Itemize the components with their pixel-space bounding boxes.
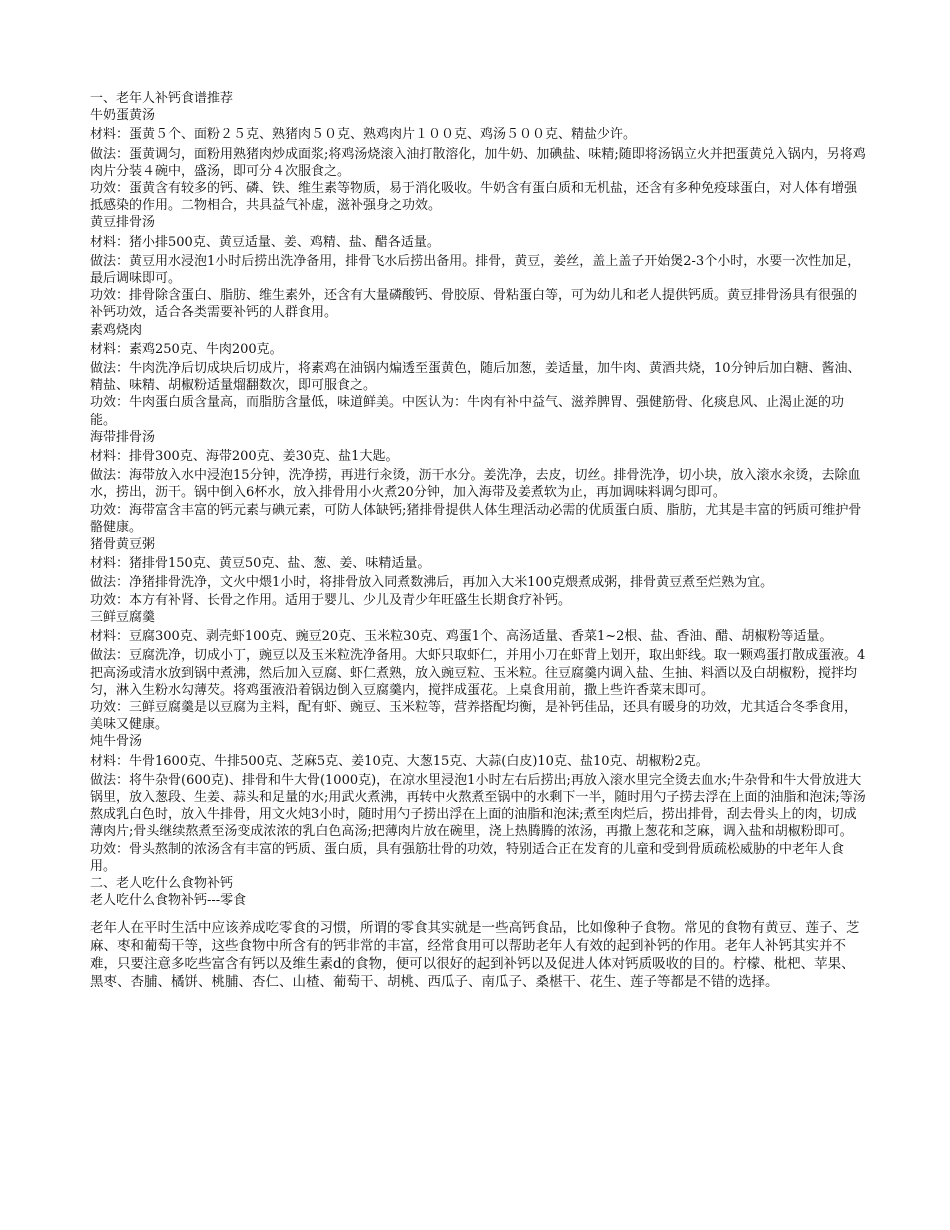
recipe-effect: 功效：蛋黄含有较多的钙、磷、铁、维生素等物质，易于消化吸收。牛奶含有蛋白质和无机盐，还含有多种免疫球蛋白，对人体有增强抵感染的作用。二物相合，共具益气补虚，滋补强身之功效。 — [90, 181, 858, 214]
recipe-effect: 功效：三鲜豆腐羹是以豆腐为主料，配有虾、豌豆、玉米粒等，营养搭配均衡，是补钙佳品，还具有暖身的功效，尤其适合冬季食用，美味又健康。 — [90, 699, 858, 733]
recipe-title: 猪骨黄豆粥 — [90, 537, 156, 553]
section-heading-1: 一、老年人补钙食谱推荐 — [90, 91, 234, 106]
recipe-ingredients: 材料：猪小排500克、黄豆适量、姜、鸡精、盐、醋各适量。 — [90, 234, 440, 250]
recipe-title: 牛奶蛋黄汤 — [90, 108, 156, 124]
section-heading-2: 二、老人吃什么食物补钙 — [90, 875, 234, 891]
recipe-method: 做法：牛肉洗净后切成块后切成片，将素鸡在油锅内煸透至蛋黄色，随后加葱，姜适量，加牛肉、黄酒共烧，10分钟后加白糖、酱油、精盐、味精、胡椒粉适量熘翻数次，即可服食之。 — [90, 361, 861, 394]
recipe-title: 黄豆排骨汤 — [90, 215, 156, 231]
recipe-effect: 功效：海带富含丰富的钙元素与碘元素，可防人体缺钙;猪排骨提供人体生理活动必需的优质蛋白质、脂肪，尤其是丰富的钙质可维护骨骼健康。 — [90, 502, 862, 535]
recipe-ingredients: 材料：蛋黄５个、面粉２５克、熟猪肉５０克、熟鸡肉片１００克、鸡汤５００克、精盐少许。 — [90, 127, 637, 143]
recipe-ingredients: 材料：排骨300克、海带200克、姜30克、盐1大匙。 — [90, 449, 399, 465]
document-body — [90, 90, 866, 991]
recipe-method: 做法：海带放入水中浸泡15分钟，洗净捞，再进行汆烫，沥干水分。姜洗净，去皮，切丝。排骨洗净，切小块，放入滚水汆烫，去除血水，捞出，沥干。锅中倒入6杯水，放入排骨用小火煮20分钟，加入海带及姜煮软为止，再加调味料调匀即可。 — [90, 468, 861, 501]
recipe-effect: 功效：本方有补肾、长骨之作用。适用于婴儿、少儿及青少年旺盛生长期食疗补钙。 — [90, 592, 572, 608]
recipe-title: 素鸡烧肉 — [90, 322, 143, 338]
recipe-ingredients: 材料：素鸡250克、牛肉200克。 — [90, 341, 283, 357]
recipe-ingredients: 材料：牛骨1600克、牛排500克、芝麻5克、姜10克、大葱15克、大蒜(白皮)10克、盐10克、胡椒粉2克。 — [90, 753, 709, 769]
subsection-heading: 老人吃什么食物补钙---零食 — [90, 893, 247, 909]
recipe-effect: 功效：牛肉蛋白质含量高，而脂肪含量低，味道鲜美。中医认为：牛肉有补中益气、滋养脾胃、强健筋骨、化痰息风、止渴止涎的功能。 — [90, 395, 845, 428]
recipe-title: 炖牛骨汤 — [90, 734, 143, 750]
recipe-title: 三鲜豆腐羹 — [90, 609, 156, 625]
recipe-method: 做法：净猪排骨洗净，文火中煨1小时，将排骨放入同煮数沸后，再加入大米100克煨煮成粥，排骨黄豆煮至烂熟为宜。 — [90, 575, 774, 591]
recipe-ingredients: 材料：豆腐300克、剥壳虾100克、豌豆20克、玉米粒30克、鸡蛋1个、高汤适量、香菜1~2根、盐、香油、醋、胡椒粉等适量。 — [90, 629, 833, 645]
recipe-effect: 功效：骨头熬制的浓汤含有丰富的钙质、蛋白质，具有强筋壮骨的功效，特别适合正在发育的儿童和受到骨质疏松威胁的中老年人食用。 — [90, 841, 845, 874]
recipe-ingredients: 材料：猪排骨150克、黄豆50克、盐、葱、姜、味精适量。 — [90, 556, 431, 572]
recipe-effect: 功效：排骨除含蛋白、脂肪、维生素外，还含有大量磷酸钙、骨胶原、骨粘蛋白等，可为幼儿和老人提供钙质。黄豆排骨汤具有很强的补钙功效，适合各类需要补钙的人群食用。 — [90, 288, 858, 321]
recipe-method: 做法：黄豆用水浸泡1小时后捞出洗净备用，排骨飞水后捞出备用。排骨，黄豆，姜丝，盖上盖子开始煲2-3个小时，水要一次性加足，最后调味即可。 — [90, 253, 861, 287]
recipe-title: 海带排骨汤 — [90, 429, 156, 445]
recipe-method: 做法：将牛杂骨(600克)、排骨和牛大骨(1000克)，在凉水里浸泡1小时左右后捞出;再放入滚水里完全烫去血水;牛杂骨和牛大骨放进大锅里，放入葱段、生姜、蒜头和足量的水;用武火煮沸，再转中火熬煮至锅中的水剩下一半，随时用勺子捞去浮在上面的油脂和泡沫;等汤熬成乳白色时，放入牛排骨，用文火炖3小时，随时用勺子捞出浮在上面的油脂和泡沫;煮至肉烂后，捞出排骨，刮去骨头上的肉，切成薄肉片;骨头继续熬煮至汤变成浓浓的乳白色高汤;把薄肉片放在碗里，浇上热腾腾的浓汤，再撒上葱花和芝麻，调入盐和胡椒粉即可。 — [90, 772, 866, 840]
recipe-method: 做法：蛋黄调匀，面粉用熟猪肉炒成面浆;将鸡汤烧滚入油打散溶化，加牛奶、加碘盐、味精;随即将汤锅立火并把蛋黄兑入锅内，另将鸡肉片分装４碗中，盛汤，即可分４次服食之。 — [90, 146, 866, 179]
closing-paragraph: 老年人在平时生活中应该养成吃零食的习惯，所谓的零食其实就是一些高钙食品，比如像种子食物。常见的食物有黄豆、莲子、芝麻、枣和葡萄干等，这些食物中所含有的钙非常的丰富，经常食用可以帮助老年人有效的起到补钙的作用。老年人补钙其实并不难，只要注意多吃些富含有钙以及维生素d的食物，便可以很好的起到补钙以及促进人体对钙质吸收的目的。柠檬、枇杷、苹果、黑枣、杏脯、橘饼、桃脯、杏仁、山楂、葡萄干、胡桃、西瓜子、南瓜子、桑椹干、花生、莲子等都是不错的选择。 — [90, 920, 860, 991]
recipe-method: 做法：豆腐洗净，切成小丁，豌豆以及玉米粒洗净备用。大虾只取虾仁，并用小刀在虾背上划开，取出虾线。取一颗鸡蛋打散成蛋液。4把高汤或清水放到锅中煮沸，然后加入豆腐、虾仁煮熟，放入豌豆粒、玉米粒。往豆腐羹内调入盐、生抽、料酒以及白胡椒粉，搅拌均匀，淋入生粉水勾薄芡。将鸡蛋液沿着锅边倒入豆腐羹内，搅拌成蛋花。上桌食用前，撒上些许香菜末即可。 — [90, 648, 866, 698]
